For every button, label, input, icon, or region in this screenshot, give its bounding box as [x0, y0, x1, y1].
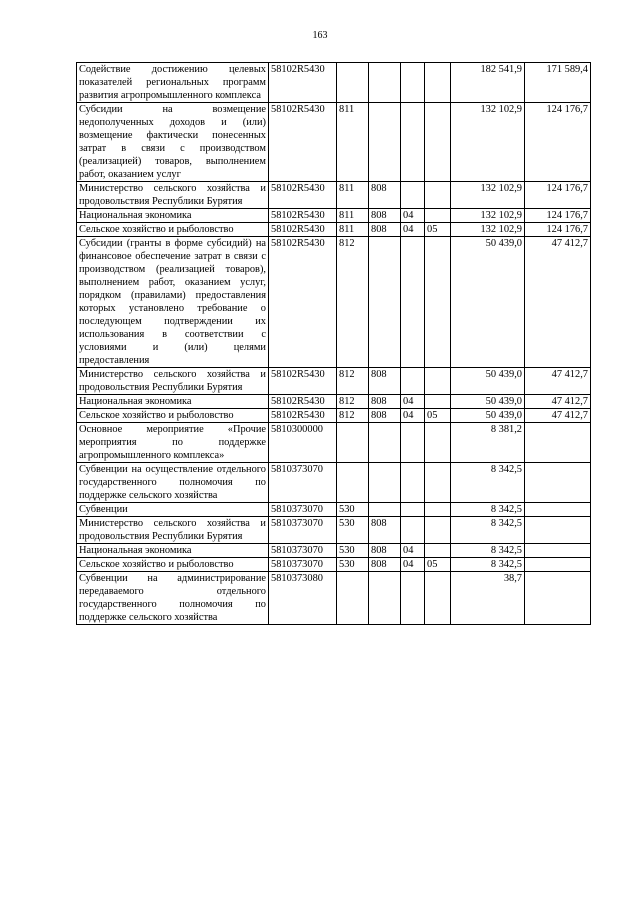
section-cell: 04 [401, 409, 425, 423]
expense-type-cell [337, 572, 369, 625]
target-article-cell: 5810373070 [269, 517, 337, 544]
target-article-cell: 58102R5430 [269, 395, 337, 409]
row-name-cell: Министерство сельского хозяйства и продовольствия Республики Бурятия [77, 368, 269, 395]
target-article-cell: 58102R5430 [269, 237, 337, 368]
row-name-cell: Национальная экономика [77, 544, 269, 558]
amount-1-cell: 50 439,0 [451, 395, 525, 409]
budget-table [76, 62, 591, 625]
table-row [77, 223, 591, 237]
ministry-code-cell [369, 237, 401, 368]
expense-type-cell [337, 463, 369, 503]
section-cell [401, 368, 425, 395]
section-cell [401, 237, 425, 368]
row-name-cell: Субвенции на администрирование передаваемого отдельного государственного полномочия по поддержке сельского хозяйства [77, 572, 269, 625]
row-name-cell: Субвенции [77, 503, 269, 517]
subsection-cell [425, 395, 451, 409]
subsection-cell [425, 368, 451, 395]
row-name-cell: Министерство сельского хозяйства и продовольствия Республики Бурятия [77, 182, 269, 209]
amount-1-cell: 132 102,9 [451, 103, 525, 182]
section-cell [401, 63, 425, 103]
subsection-cell [425, 209, 451, 223]
amount-2-cell [525, 517, 591, 544]
amount-1-cell: 8 342,5 [451, 503, 525, 517]
table-row [77, 237, 591, 368]
section-cell [401, 572, 425, 625]
target-article-cell: 5810373070 [269, 463, 337, 503]
table-row [77, 463, 591, 503]
row-name-cell: Сельское хозяйство и рыболовство [77, 558, 269, 572]
section-cell [401, 517, 425, 544]
row-name-cell: Субсидии (гранты в форме субсидий) на финансовое обеспечение затрат в связи с производством (реализацией товаров), выполнением работ, оказанием услуг, порядком (правилами) предоставления которых установлено требование о последующем подтверждении их использования в соответствии с условиями и (или) целями предоставления [77, 237, 269, 368]
subsection-cell [425, 423, 451, 463]
expense-type-cell: 811 [337, 103, 369, 182]
amount-1-cell: 132 102,9 [451, 223, 525, 237]
section-cell [401, 103, 425, 182]
ministry-code-cell [369, 463, 401, 503]
expense-type-cell: 530 [337, 544, 369, 558]
table-row [77, 423, 591, 463]
expense-type-cell: 530 [337, 558, 369, 572]
expense-type-cell: 812 [337, 409, 369, 423]
amount-2-cell: 47 412,7 [525, 395, 591, 409]
ministry-code-cell [369, 103, 401, 182]
subsection-cell [425, 182, 451, 209]
expense-type-cell: 811 [337, 223, 369, 237]
table-row [77, 209, 591, 223]
table-row [77, 503, 591, 517]
table-row [77, 103, 591, 182]
expense-type-cell: 811 [337, 182, 369, 209]
expense-type-cell: 812 [337, 368, 369, 395]
subsection-cell [425, 503, 451, 517]
amount-1-cell: 8 342,5 [451, 463, 525, 503]
ministry-code-cell: 808 [369, 368, 401, 395]
table-row [77, 395, 591, 409]
row-name-cell: Субвенции на осуществление отдельного государственного полномочия по поддержке сельского хозяйства [77, 463, 269, 503]
subsection-cell [425, 103, 451, 182]
section-cell [401, 423, 425, 463]
amount-2-cell: 47 412,7 [525, 237, 591, 368]
amount-1-cell: 50 439,0 [451, 237, 525, 368]
table-row [77, 368, 591, 395]
expense-type-cell: 530 [337, 503, 369, 517]
target-article-cell: 5810373070 [269, 503, 337, 517]
table-row [77, 572, 591, 625]
section-cell [401, 182, 425, 209]
section-cell [401, 463, 425, 503]
row-name-cell: Министерство сельского хозяйства и продовольствия Республики Бурятия [77, 517, 269, 544]
amount-2-cell [525, 463, 591, 503]
amount-2-cell [525, 544, 591, 558]
subsection-cell [425, 463, 451, 503]
row-name-cell: Национальная экономика [77, 395, 269, 409]
section-cell: 04 [401, 544, 425, 558]
section-cell: 04 [401, 223, 425, 237]
amount-2-cell: 124 176,7 [525, 223, 591, 237]
amount-2-cell [525, 423, 591, 463]
ministry-code-cell: 808 [369, 517, 401, 544]
subsection-cell: 05 [425, 558, 451, 572]
target-article-cell: 5810373070 [269, 558, 337, 572]
subsection-cell [425, 237, 451, 368]
expense-type-cell: 530 [337, 517, 369, 544]
target-article-cell: 58102R5430 [269, 368, 337, 395]
amount-1-cell: 50 439,0 [451, 368, 525, 395]
amount-1-cell: 8 342,5 [451, 544, 525, 558]
target-article-cell: 58102R5430 [269, 209, 337, 223]
table-row [77, 517, 591, 544]
table-row [77, 63, 591, 103]
amount-2-cell [525, 572, 591, 625]
amount-2-cell: 124 176,7 [525, 182, 591, 209]
amount-1-cell: 8 342,5 [451, 517, 525, 544]
row-name-cell: Сельское хозяйство и рыболовство [77, 223, 269, 237]
target-article-cell: 5810300000 [269, 423, 337, 463]
expense-type-cell [337, 423, 369, 463]
amount-2-cell [525, 558, 591, 572]
table-row [77, 544, 591, 558]
target-article-cell: 58102R5430 [269, 63, 337, 103]
ministry-code-cell: 808 [369, 395, 401, 409]
amount-1-cell: 8 381,2 [451, 423, 525, 463]
amount-2-cell [525, 503, 591, 517]
expense-type-cell: 811 [337, 209, 369, 223]
subsection-cell [425, 544, 451, 558]
subsection-cell: 05 [425, 223, 451, 237]
table-row [77, 182, 591, 209]
ministry-code-cell: 808 [369, 223, 401, 237]
page-number: 163 [312, 30, 328, 41]
ministry-code-cell [369, 63, 401, 103]
amount-2-cell: 124 176,7 [525, 103, 591, 182]
section-cell [401, 503, 425, 517]
target-article-cell: 58102R5430 [269, 409, 337, 423]
ministry-code-cell [369, 572, 401, 625]
section-cell: 04 [401, 395, 425, 409]
amount-2-cell: 171 589,4 [525, 63, 591, 103]
table-row [77, 409, 591, 423]
amount-2-cell: 47 412,7 [525, 368, 591, 395]
subsection-cell [425, 517, 451, 544]
amount-2-cell: 47 412,7 [525, 409, 591, 423]
ministry-code-cell [369, 503, 401, 517]
target-article-cell: 5810373080 [269, 572, 337, 625]
ministry-code-cell: 808 [369, 209, 401, 223]
ministry-code-cell: 808 [369, 558, 401, 572]
subsection-cell [425, 63, 451, 103]
target-article-cell: 58102R5430 [269, 103, 337, 182]
target-article-cell: 58102R5430 [269, 223, 337, 237]
amount-1-cell: 8 342,5 [451, 558, 525, 572]
section-cell: 04 [401, 558, 425, 572]
subsection-cell [425, 572, 451, 625]
amount-2-cell: 124 176,7 [525, 209, 591, 223]
ministry-code-cell: 808 [369, 409, 401, 423]
section-cell: 04 [401, 209, 425, 223]
amount-1-cell: 132 102,9 [451, 182, 525, 209]
amount-1-cell: 50 439,0 [451, 409, 525, 423]
row-name-cell: Субсидии на возмещение недополученных доходов и (или) возмещение фактически понесенных затрат в связи с производством (реализацией) товаров, выполнением работ, оказанием услуг [77, 103, 269, 182]
ministry-code-cell [369, 423, 401, 463]
target-article-cell: 58102R5430 [269, 182, 337, 209]
ministry-code-cell: 808 [369, 544, 401, 558]
ministry-code-cell: 808 [369, 182, 401, 209]
row-name-cell: Сельское хозяйство и рыболовство [77, 409, 269, 423]
amount-1-cell: 182 541,9 [451, 63, 525, 103]
expense-type-cell [337, 63, 369, 103]
table-row [77, 558, 591, 572]
expense-type-cell: 812 [337, 395, 369, 409]
row-name-cell: Содействие достижению целевых показателей региональных программ развития агропромышленного комплекса [77, 63, 269, 103]
amount-1-cell: 132 102,9 [451, 209, 525, 223]
subsection-cell: 05 [425, 409, 451, 423]
row-name-cell: Основное мероприятие «Прочие мероприятия по поддержке агропромышленного комплекса» [77, 423, 269, 463]
expense-type-cell: 812 [337, 237, 369, 368]
row-name-cell: Национальная экономика [77, 209, 269, 223]
amount-1-cell: 38,7 [451, 572, 525, 625]
target-article-cell: 5810373070 [269, 544, 337, 558]
